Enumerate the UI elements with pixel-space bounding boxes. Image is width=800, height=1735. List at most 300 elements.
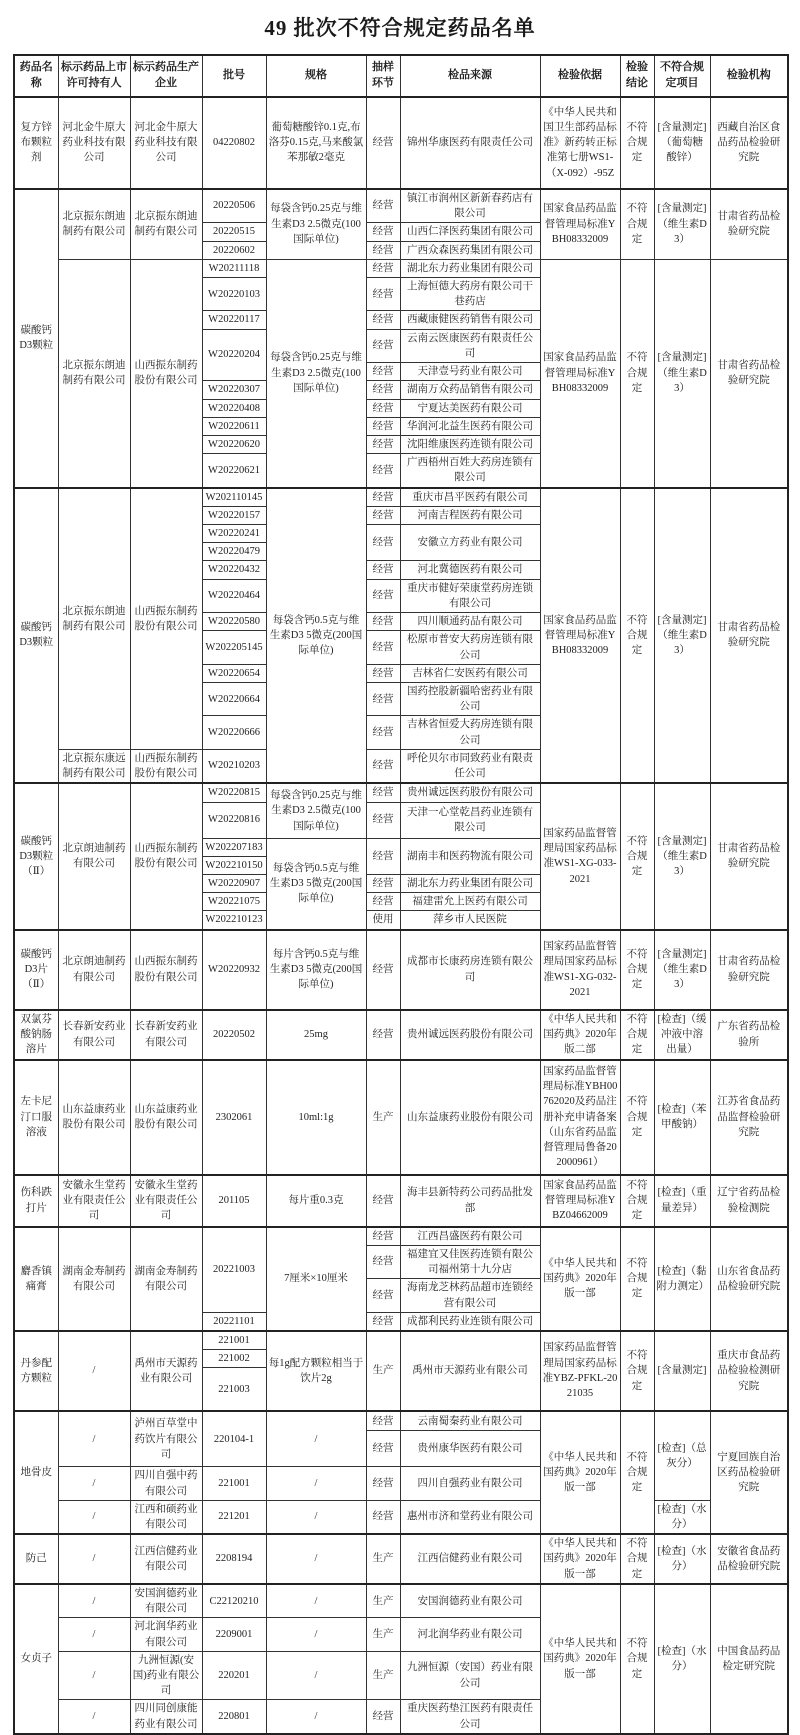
- table-cell: 2208194: [202, 1534, 266, 1584]
- table-cell: 湖南金寿制药有限公司: [130, 1227, 202, 1331]
- table-cell: [检查]（缓冲液中溶出量）: [654, 1010, 710, 1060]
- table-row: [14, 1534, 788, 1584]
- table-cell: W20220664: [202, 683, 266, 716]
- table-cell: 每片含钙0.5克与维生素D3 5微克(200国际单位): [266, 930, 366, 1010]
- column-header: 标示药品生产企业: [130, 55, 202, 97]
- table-cell: [含量测定]（葡萄糖酸锌）: [654, 97, 710, 189]
- table-cell: 每袋含钙0.25克与维生素D3 2.5微克(100国际单位): [266, 189, 366, 259]
- column-header: 不符合规定项目: [654, 55, 710, 97]
- table-cell: 生产: [366, 1618, 400, 1651]
- column-header: 药品名称: [14, 55, 58, 97]
- table-row: [14, 1060, 788, 1175]
- table-cell: 不符合规定: [620, 189, 654, 259]
- table-cell: 北京振东康远制药有限公司: [58, 749, 130, 783]
- table-cell: 禹州市天源药业有限公司: [400, 1331, 540, 1411]
- table-cell: W20221075: [202, 893, 266, 911]
- table-cell: 经营: [366, 749, 400, 783]
- table-cell: 7厘米×10厘米: [266, 1227, 366, 1331]
- table-cell: 北京振东朗迪制药有限公司: [58, 488, 130, 750]
- table-cell: 国家药品监督管理局国家药品标准YBZ-PFKL-2021035: [540, 1331, 620, 1411]
- table-cell: [检查]（黏附力测定）: [654, 1227, 710, 1331]
- table-cell: 山西振东制药股份有限公司: [130, 488, 202, 750]
- table-cell: 山西仁泽医药集团有限公司: [400, 223, 540, 241]
- table-cell: 经营: [366, 783, 400, 802]
- table-cell: /: [266, 1411, 366, 1467]
- table-cell: 河北润华药业有限公司: [400, 1618, 540, 1651]
- table-cell: 经营: [366, 930, 400, 1010]
- table-cell: [含量测定]（维生素D3）: [654, 930, 710, 1010]
- table-cell: 不符合规定: [620, 783, 654, 929]
- table-cell: W202210150: [202, 856, 266, 874]
- table-cell: 经营: [366, 1312, 400, 1331]
- table-cell: 《中华人民共和国药典》2020年版一部: [540, 1534, 620, 1584]
- table-cell: 福建雷允上医药有限公司: [400, 893, 540, 911]
- table-cell: 不符合规定: [620, 488, 654, 784]
- table-cell: 中国食品药品检定研究院: [710, 1584, 788, 1734]
- table-cell: 复方锌布颗粒剂: [14, 97, 58, 189]
- table-cell: W202210123: [202, 911, 266, 930]
- table-cell: [检查]（重量差异）: [654, 1175, 710, 1227]
- table-cell: 《中华人民共和国药典》2020年版二部: [540, 1010, 620, 1060]
- table-cell: 上海恒德大药房有限公司干巷药店: [400, 277, 540, 310]
- table-cell: C22120210: [202, 1584, 266, 1618]
- table-cell: 经营: [366, 189, 400, 223]
- table-cell: 河北冀德医药有限公司: [400, 561, 540, 579]
- table-row: [14, 1411, 788, 1431]
- table-cell: 221002: [202, 1350, 266, 1368]
- table-cell: W20220620: [202, 435, 266, 453]
- table-cell: 经营: [366, 893, 400, 911]
- table-cell: 安徽永生堂药业有限责任公司: [130, 1175, 202, 1227]
- table-cell: 经营: [366, 1700, 400, 1734]
- table-cell: 四川自强药业有限公司: [400, 1467, 540, 1500]
- table-cell: 甘肃省药品检验研究院: [710, 783, 788, 929]
- column-header: 检验结论: [620, 55, 654, 97]
- table-cell: 伤科跌打片: [14, 1175, 58, 1227]
- table-cell: 经营: [366, 241, 400, 259]
- table-cell: 湖南万众药品销售有限公司: [400, 381, 540, 399]
- table-cell: 山东益康药业股份有限公司: [400, 1060, 540, 1175]
- table-cell: 贵州康华医药有限公司: [400, 1431, 540, 1467]
- table-cell: 甘肃省药品检验研究院: [710, 488, 788, 784]
- table-cell: 生产: [366, 1331, 400, 1411]
- table-cell: 国家食品药品监督管理局标准YBZ04662009: [540, 1175, 620, 1227]
- table-cell: 使用: [366, 911, 400, 930]
- table-cell: 221001: [202, 1467, 266, 1500]
- table-cell: 经营: [366, 1175, 400, 1227]
- table-cell: 甘肃省药品检验研究院: [710, 930, 788, 1010]
- table-cell: 九洲恒源(安国)药业有限公司: [130, 1651, 202, 1700]
- table-cell: 《中华人民共和国药典》2020年版一部: [540, 1411, 620, 1534]
- table-cell: 贵州诚远医药股份有限公司: [400, 783, 540, 802]
- table-cell: 湖南金寿制药有限公司: [58, 1227, 130, 1331]
- table-cell: 经营: [366, 631, 400, 664]
- table-cell: 山西振东制药股份有限公司: [130, 749, 202, 783]
- table-cell: W20220408: [202, 399, 266, 417]
- column-header: 标示药品上市许可持有人: [58, 55, 130, 97]
- header-row: [14, 55, 788, 97]
- table-cell: 麝香镇痛膏: [14, 1227, 58, 1331]
- table-row: [14, 930, 788, 1010]
- table-cell: 每袋含钙0.25克与维生素D3 2.5微克(100国际单位): [266, 259, 366, 487]
- column-header: 批号: [202, 55, 266, 97]
- table-cell: 经营: [366, 311, 400, 329]
- table-row: [14, 783, 788, 802]
- table-cell: W20220464: [202, 579, 266, 612]
- table-cell: 安徽省食品药品检验研究院: [710, 1534, 788, 1584]
- table-cell: 贵州诚远医药股份有限公司: [400, 1010, 540, 1060]
- table-cell: 经营: [366, 488, 400, 507]
- table-cell: 西藏自治区食品药品检验研究院: [710, 97, 788, 189]
- table-cell: 天津一心堂乾昌药业连锁有限公司: [400, 802, 540, 838]
- table-cell: 松原市普安大药房连锁有限公司: [400, 631, 540, 664]
- table-cell: 云南云医康医药有限责任公司: [400, 329, 540, 362]
- table-cell: 不符合规定: [620, 1584, 654, 1734]
- table-cell: 10ml:1g: [266, 1060, 366, 1175]
- column-header: 检验机构: [710, 55, 788, 97]
- table-cell: 辽宁省药品检验检测院: [710, 1175, 788, 1227]
- table-cell: 经营: [366, 223, 400, 241]
- table-cell: /: [58, 1618, 130, 1651]
- table-cell: 宁夏达美医药有限公司: [400, 399, 540, 417]
- table-cell: 每1g配方颗粒相当于饮片2g: [266, 1331, 366, 1411]
- table-cell: 经营: [366, 97, 400, 189]
- table-cell: 江西和硕药业有限公司: [130, 1500, 202, 1534]
- table-cell: [检查]（水分）: [654, 1500, 710, 1534]
- table-cell: 经营: [366, 1411, 400, 1431]
- table-cell: 不符合规定: [620, 1010, 654, 1060]
- table-cell: 《中华人民共和国药典》2020年版一部: [540, 1227, 620, 1331]
- table-cell: 经营: [366, 1010, 400, 1060]
- table-cell: [检查]（总灰分）: [654, 1411, 710, 1500]
- table-cell: 湖北东力药业集团有限公司: [400, 259, 540, 277]
- table-cell: 经营: [366, 435, 400, 453]
- table-cell: 江西信健药业有限公司: [130, 1534, 202, 1584]
- table-cell: 重庆医药垫江医药有限责任公司: [400, 1700, 540, 1734]
- table-cell: 《中华人民共和国卫生部药品标准》新药转正标准第七册WS1-（X-092）-95Z: [540, 97, 620, 189]
- table-cell: 经营: [366, 561, 400, 579]
- table-cell: 25mg: [266, 1010, 366, 1060]
- table-cell: 宁夏回族自治区药品检验研究院: [710, 1411, 788, 1534]
- table-cell: [检查]（水分）: [654, 1534, 710, 1584]
- table-cell: 云南蜀秦药业有限公司: [400, 1411, 540, 1431]
- table-cell: 湖北东力药业集团有限公司: [400, 874, 540, 892]
- table-cell: W20220157: [202, 506, 266, 524]
- table-cell: 不符合规定: [620, 1060, 654, 1175]
- table-cell: 成都利民药业连锁有限公司: [400, 1312, 540, 1331]
- table-cell: 经营: [366, 683, 400, 716]
- table-cell: 江苏省食品药品监督检验研究院: [710, 1060, 788, 1175]
- table-cell: 220201: [202, 1651, 266, 1700]
- table-cell: 福建宜又佳医药连锁有限公司福州第十九分店: [400, 1245, 540, 1278]
- column-header: 规格: [266, 55, 366, 97]
- table-cell: 山西振东制药股份有限公司: [130, 783, 202, 929]
- table-cell: [含量测定]: [654, 1331, 710, 1411]
- table-cell: 不符合规定: [620, 1534, 654, 1584]
- table-body: [14, 97, 788, 1734]
- table-cell: 国家药品监督管理局国家药品标准WS1-XG-032-2021: [540, 930, 620, 1010]
- table-cell: 重庆市昌平医药有限公司: [400, 488, 540, 507]
- table-cell: 碳酸钙D3颗粒（Ⅱ）: [14, 783, 58, 929]
- table-cell: 河北金牛原大药业科技有限公司: [58, 97, 130, 189]
- table-cell: 四川顺通药品有限公司: [400, 613, 540, 631]
- table-cell: 镇江市润州区新新春药店有限公司: [400, 189, 540, 223]
- table-row: [14, 1331, 788, 1350]
- table-cell: 20221003: [202, 1227, 266, 1313]
- table-row: [14, 1175, 788, 1227]
- table-row: [14, 259, 788, 277]
- table-cell: 广西众森医药集团有限公司: [400, 241, 540, 259]
- table-cell: 重庆市健好荣康堂药房连锁有限公司: [400, 579, 540, 612]
- table-cell: 天津壹号药业有限公司: [400, 363, 540, 381]
- table-cell: 华润河北益生医药有限公司: [400, 417, 540, 435]
- table-cell: 经营: [366, 874, 400, 892]
- table-cell: W20220307: [202, 381, 266, 399]
- table-cell: 葡萄糖酸锌0.1克,布洛芬0.15克,马来酸氯苯那敏2毫克: [266, 97, 366, 189]
- table-cell: 经营: [366, 716, 400, 749]
- table-cell: W20210203: [202, 749, 266, 783]
- table-cell: 沈阳维康医药连锁有限公司: [400, 435, 540, 453]
- table-row: [14, 488, 788, 507]
- table-cell: /: [266, 1500, 366, 1534]
- table-cell: 海南龙芝林药品超市连锁经营有限公司: [400, 1279, 540, 1312]
- table-cell: [含量测定]（维生素D3）: [654, 783, 710, 929]
- table-cell: 20221101: [202, 1312, 266, 1331]
- table-cell: 20220502: [202, 1010, 266, 1060]
- table-cell: 左卡尼汀口服溶液: [14, 1060, 58, 1175]
- table-cell: 广西梧州百姓大药房连锁有限公司: [400, 454, 540, 488]
- table-cell: 经营: [366, 277, 400, 310]
- table-cell: 经营: [366, 1279, 400, 1312]
- table-cell: 北京朗迪制药有限公司: [58, 783, 130, 929]
- table-cell: 呼伦贝尔市同致药业有限责任公司: [400, 749, 540, 783]
- table-cell: W20220432: [202, 561, 266, 579]
- table-cell: 不符合规定: [620, 930, 654, 1010]
- table-row: [14, 1500, 788, 1534]
- table-cell: 甘肃省药品检验研究院: [710, 189, 788, 259]
- table-cell: 长春新安药业有限公司: [130, 1010, 202, 1060]
- table-cell: W20220580: [202, 613, 266, 631]
- table-cell: 山东益康药业股份有限公司: [130, 1060, 202, 1175]
- table-cell: 成都市长康药房连锁有限公司: [400, 930, 540, 1010]
- table-cell: W20220204: [202, 329, 266, 381]
- table-cell: 经营: [366, 579, 400, 612]
- table-cell: 国家食品药品监督管理局标准YBH08332009: [540, 189, 620, 259]
- table-cell: 经营: [366, 259, 400, 277]
- table-cell: 丹参配方颗粒: [14, 1331, 58, 1411]
- table-cell: 每袋含钙0.25克与维生素D3 2.5微克(100国际单位): [266, 783, 366, 838]
- table-cell: 生产: [366, 1651, 400, 1700]
- table-cell: W20220241: [202, 525, 266, 543]
- table-cell: W202110145: [202, 488, 266, 507]
- table-cell: 不符合规定: [620, 1411, 654, 1534]
- table-row: [14, 189, 788, 223]
- table-cell: 每片重0.3克: [266, 1175, 366, 1227]
- column-header: 检品来源: [400, 55, 540, 97]
- table-cell: 双氯芬酸钠肠溶片: [14, 1010, 58, 1060]
- table-cell: 221201: [202, 1500, 266, 1534]
- table-cell: 国家药品监督管理局标准YBH00762020及药品注册补充申请备案（山东省药品监督管理局鲁备202000961）: [540, 1060, 620, 1175]
- column-header: 检验依据: [540, 55, 620, 97]
- table-cell: 201105: [202, 1175, 266, 1227]
- table-cell: [含量测定]（维生素D3）: [654, 259, 710, 487]
- table-cell: 每袋含钙0.5克与维生素D3 5微克(200国际单位): [266, 488, 366, 784]
- table-cell: 江西昌盛医药有限公司: [400, 1227, 540, 1246]
- table-cell: 2209001: [202, 1618, 266, 1651]
- table-cell: 经营: [366, 1245, 400, 1278]
- table-cell: 20220602: [202, 241, 266, 259]
- table-cell: 不符合规定: [620, 97, 654, 189]
- table-cell: 经营: [366, 329, 400, 362]
- table-cell: 经营: [366, 381, 400, 399]
- table-cell: /: [58, 1651, 130, 1700]
- table-cell: 四川同创康能药业有限公司: [130, 1700, 202, 1734]
- table-cell: 国家药品监督管理局国家药品标准WS1-XG-033-2021: [540, 783, 620, 929]
- table-cell: 甘肃省药品检验研究院: [710, 259, 788, 487]
- table-cell: 地骨皮: [14, 1411, 58, 1534]
- table-cell: W20220117: [202, 311, 266, 329]
- table-cell: 禹州市天源药业有限公司: [130, 1331, 202, 1411]
- table-cell: 220104-1: [202, 1411, 266, 1467]
- table-cell: /: [266, 1700, 366, 1734]
- table-cell: 重庆市食品药品检验检测研究院: [710, 1331, 788, 1411]
- table-row: [14, 1584, 788, 1618]
- table-cell: 经营: [366, 525, 400, 561]
- table-cell: /: [58, 1467, 130, 1500]
- table-cell: 不符合规定: [620, 1331, 654, 1411]
- table-cell: 吉林省仁安医药有限公司: [400, 664, 540, 682]
- noncompliant-drugs-table: [13, 54, 789, 1735]
- table-cell: 经营: [366, 363, 400, 381]
- table-row: [14, 97, 788, 189]
- table-cell: 锦州华康医药有限责任公司: [400, 97, 540, 189]
- table-cell: 生产: [366, 1584, 400, 1618]
- table-cell: [含量测定]（维生素D3）: [654, 189, 710, 259]
- table-cell: 北京振东朗迪制药有限公司: [130, 189, 202, 259]
- table-cell: W202207183: [202, 838, 266, 856]
- table-cell: W20220932: [202, 930, 266, 1010]
- table-cell: 经营: [366, 1431, 400, 1467]
- table-cell: W20220479: [202, 543, 266, 561]
- table-cell: /: [266, 1584, 366, 1618]
- table-cell: 经营: [366, 417, 400, 435]
- table-cell: 北京振东朗迪制药有限公司: [58, 189, 130, 259]
- table-cell: 北京振东朗迪制药有限公司: [58, 259, 130, 487]
- table-header: [14, 55, 788, 97]
- table-cell: /: [58, 1534, 130, 1584]
- table-cell: 国家食品药品监督管理局标准YBH08332009: [540, 488, 620, 784]
- table-cell: W202205145: [202, 631, 266, 664]
- table-cell: 女贞子: [14, 1584, 58, 1734]
- table-cell: 经营: [366, 802, 400, 838]
- table-cell: /: [266, 1534, 366, 1584]
- table-row: [14, 1227, 788, 1246]
- table-cell: 2302061: [202, 1060, 266, 1175]
- table-cell: 江西信健药业有限公司: [400, 1534, 540, 1584]
- table-cell: 221001: [202, 1331, 266, 1350]
- table-cell: /: [266, 1467, 366, 1500]
- table-cell: /: [58, 1700, 130, 1734]
- table-cell: 九洲恒源（安国）药业有限公司: [400, 1651, 540, 1700]
- table-cell: /: [58, 1331, 130, 1411]
- table-cell: /: [58, 1584, 130, 1618]
- table-cell: 不符合规定: [620, 259, 654, 487]
- table-cell: W20220611: [202, 417, 266, 435]
- table-cell: 《中华人民共和国药典》2020年版一部: [540, 1584, 620, 1734]
- table-cell: 山西振东制药股份有限公司: [130, 930, 202, 1010]
- table-cell: 长春新安药业有限公司: [58, 1010, 130, 1060]
- table-cell: 河北金牛原大药业科技有限公司: [130, 97, 202, 189]
- table-cell: W20220103: [202, 277, 266, 310]
- table-cell: 生产: [366, 1060, 400, 1175]
- table-cell: 220801: [202, 1700, 266, 1734]
- table-cell: W20220621: [202, 454, 266, 488]
- table-cell: 经营: [366, 454, 400, 488]
- table-row: [14, 1010, 788, 1060]
- table-cell: 安国润德药业有限公司: [130, 1584, 202, 1618]
- page-title: 49 批次不符合规定药品名单: [264, 16, 536, 40]
- table-cell: 221003: [202, 1368, 266, 1411]
- table-cell: /: [266, 1618, 366, 1651]
- table-cell: 碳酸钙D3片（Ⅱ）: [14, 930, 58, 1010]
- table-cell: 经营: [366, 399, 400, 417]
- table-cell: 河南吉程医药有限公司: [400, 506, 540, 524]
- table-cell: 四川自强中药有限公司: [130, 1467, 202, 1500]
- table-cell: 北京朗迪制药有限公司: [58, 930, 130, 1010]
- table-cell: /: [58, 1411, 130, 1467]
- table-cell: 每袋含钙0.5克与维生素D3 5微克(200国际单位): [266, 838, 366, 930]
- table-cell: 海丰县新特药公司药品批发部: [400, 1175, 540, 1227]
- table-cell: 经营: [366, 613, 400, 631]
- table-cell: W20220666: [202, 716, 266, 749]
- table-cell: 西藏康健医药销售有限公司: [400, 311, 540, 329]
- table-cell: /: [266, 1651, 366, 1700]
- table-cell: 经营: [366, 1467, 400, 1500]
- table-cell: 防己: [14, 1534, 58, 1584]
- table-cell: 泸州百草堂中药饮片有限公司: [130, 1411, 202, 1467]
- table-cell: 碳酸钙D3颗粒: [14, 189, 58, 488]
- table-cell: 04220802: [202, 97, 266, 189]
- table-cell: 经营: [366, 1227, 400, 1246]
- table-cell: 山东益康药业股份有限公司: [58, 1060, 130, 1175]
- table-cell: [含量测定]（维生素D3）: [654, 488, 710, 784]
- table-cell: 20220515: [202, 223, 266, 241]
- table-cell: /: [58, 1500, 130, 1534]
- table-cell: 20220506: [202, 189, 266, 223]
- table-cell: 吉林省恒爱大药房连锁有限公司: [400, 716, 540, 749]
- table-cell: 萍乡市人民医院: [400, 911, 540, 930]
- table-cell: 经营: [366, 838, 400, 874]
- table-cell: 广东省药品检验所: [710, 1010, 788, 1060]
- table-cell: 经营: [366, 664, 400, 682]
- table-cell: 惠州市济和堂药业有限公司: [400, 1500, 540, 1534]
- document-page: [13, 0, 787, 1735]
- table-cell: 国药控股新疆哈密药业有限公司: [400, 683, 540, 716]
- table-cell: 安徽永生堂药业有限责任公司: [58, 1175, 130, 1227]
- table-cell: 安国润德药业有限公司: [400, 1584, 540, 1618]
- table-cell: W20220815: [202, 783, 266, 802]
- table-cell: 碳酸钙D3颗粒: [14, 488, 58, 784]
- table-cell: 国家食品药品监督管理局标准YBH08332009: [540, 259, 620, 487]
- table-cell: 经营: [366, 506, 400, 524]
- table-cell: 不符合规定: [620, 1227, 654, 1331]
- table-cell: W20220816: [202, 802, 266, 838]
- table-cell: 湖南丰和医药物流有限公司: [400, 838, 540, 874]
- table-cell: 安徽立方药业有限公司: [400, 525, 540, 561]
- table-cell: 经营: [366, 1500, 400, 1534]
- column-header: 抽样环节: [366, 55, 400, 97]
- table-cell: 不符合规定: [620, 1175, 654, 1227]
